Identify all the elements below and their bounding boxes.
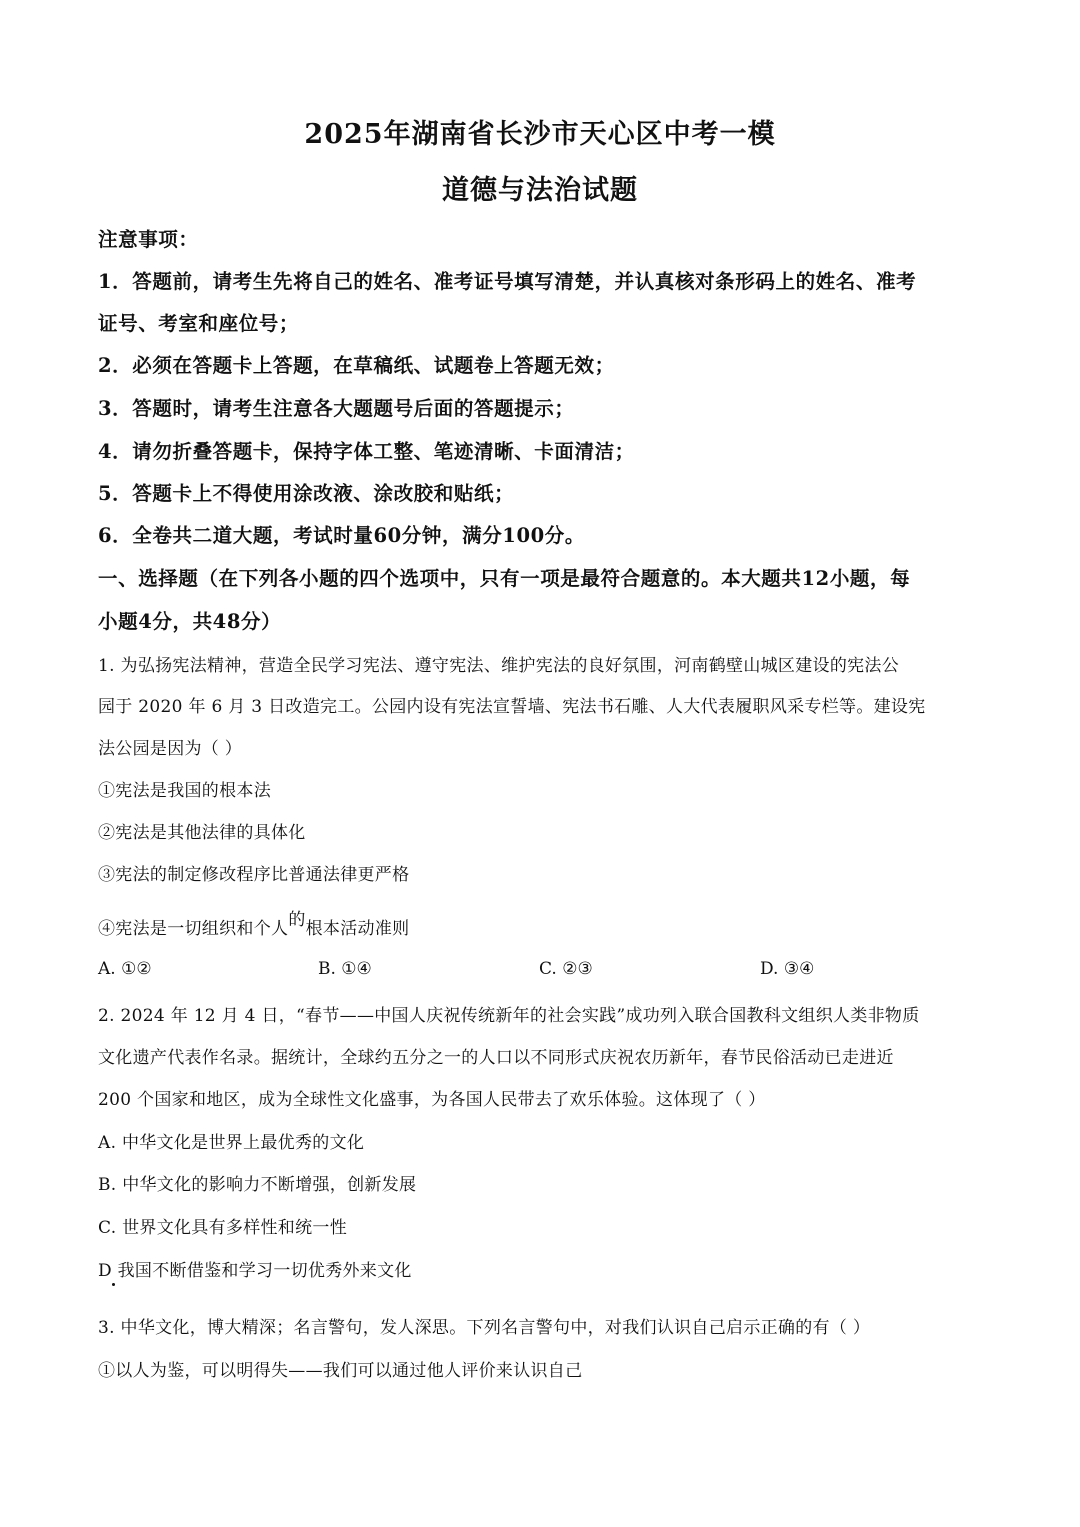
q1-statement-2: ②宪法是其他法律的具体化 xyxy=(98,823,306,843)
q1-stem-line-1: 1. 为弘扬宪法精神，营造全民学习宪法、遵守宪法、维护宪法的良好氛围，河南鹤壁山城区建设的宪法公 xyxy=(98,656,900,676)
notice-heading: 注意事项： xyxy=(98,228,199,251)
q1-stem-line-2: 园于 2020 年 6 月 3 日改造完工。公园内设有宪法宣誓墙、宪法书石雕、人大代表履职风采专栏等。建设宪 xyxy=(98,697,926,717)
notice-item-1-cont: 证号、考室和座位号； xyxy=(98,312,300,335)
notice-item-4: 4．请勿折叠答题卡，保持字体工整、笔迹清晰、卡面清洁； xyxy=(98,440,635,463)
notice-item-6: 6．全卷共二道大题，考试时量60分钟，满分100分。 xyxy=(98,524,586,547)
notice-item-2: 2．必须在答题卡上答题，在草稿纸、试题卷上答题无效； xyxy=(98,354,615,377)
notice-item-5: 5．答题卡上不得使用涂改液、涂改胶和贴纸； xyxy=(98,482,515,505)
notice-item-1: 1．答题前，请考生先将自己的姓名、准考证号填写清楚，并认真核对条形码上的姓名、准考 xyxy=(98,270,917,293)
q2-option-c: C. 世界文化具有多样性和统一性 xyxy=(98,1218,348,1238)
section-heading: 一、选择题（在下列各小题的四个选项中，只有一项是最符合题意的。本大题共12小题，每 xyxy=(98,567,911,590)
q3-statement-1: ①以人为鉴，可以明得失——我们可以通过他人评价来认识自己 xyxy=(98,1361,583,1381)
q2-stem-line-2: 文化遗产代表作名录。据统计，全球约五分之一的人口以不同形式庆祝农历新年，春节民俗活动已走进近 xyxy=(98,1048,894,1068)
q2-option-a: A. 中华文化是世界上最优秀的文化 xyxy=(98,1133,365,1153)
exam-subtitle: 道德与法治试题 xyxy=(442,175,638,206)
q3-stem-line-1: 3. 中华文化，博大精深；名言警句，发人深思。下列名言警句中，对我们认识自己启示正确的有（ ） xyxy=(98,1318,871,1338)
q2-option-d: D 我国不断借鉴和学习一切优秀外来文化 xyxy=(98,1261,412,1281)
q1-option-b: B. ①④ xyxy=(318,959,372,979)
exam-title: 2025年湖南省长沙市天心区中考一模 xyxy=(304,119,776,150)
q1-statement-3: ③宪法的制定修改程序比普通法律更严格 xyxy=(98,865,410,885)
q1-statement-4 xyxy=(98,910,410,939)
q2-stem-line-1: 2. 2024 年 12 月 4 日，“春节——中国人庆祝传统新年的社会实践”成功列入联合国教科文组织人类非物质 xyxy=(98,1006,920,1026)
section-heading-cont: 小题4分，共48分） xyxy=(98,610,282,633)
q2-option-b: B. 中华文化的影响力不断增强，创新发展 xyxy=(98,1175,417,1195)
q1-statement-4-text-b: 根本活动准则 xyxy=(305,919,410,939)
q1-stem-line-3: 法公园是因为（ ） xyxy=(98,739,243,759)
q1-statement-4-text-a: ④宪法是一切组织和个人 xyxy=(98,919,289,939)
notice-item-3: 3．答题时，请考生注意各大题题号后面的答题提示； xyxy=(98,397,575,420)
q1-statement-4-superscript: 的 xyxy=(288,910,306,930)
q1-option-d: D. ③④ xyxy=(760,959,815,979)
q1-option-c: C. ②③ xyxy=(539,959,593,979)
q2-stem-line-3: 200 个国家和地区，成为全球性文化盛事，为各国人民带去了欢乐体验。这体现了（ ） xyxy=(98,1090,766,1110)
q1-option-a: A. ①② xyxy=(98,959,152,979)
stray-dot xyxy=(112,1283,115,1286)
q1-statement-1: ①宪法是我国的根本法 xyxy=(98,781,271,801)
